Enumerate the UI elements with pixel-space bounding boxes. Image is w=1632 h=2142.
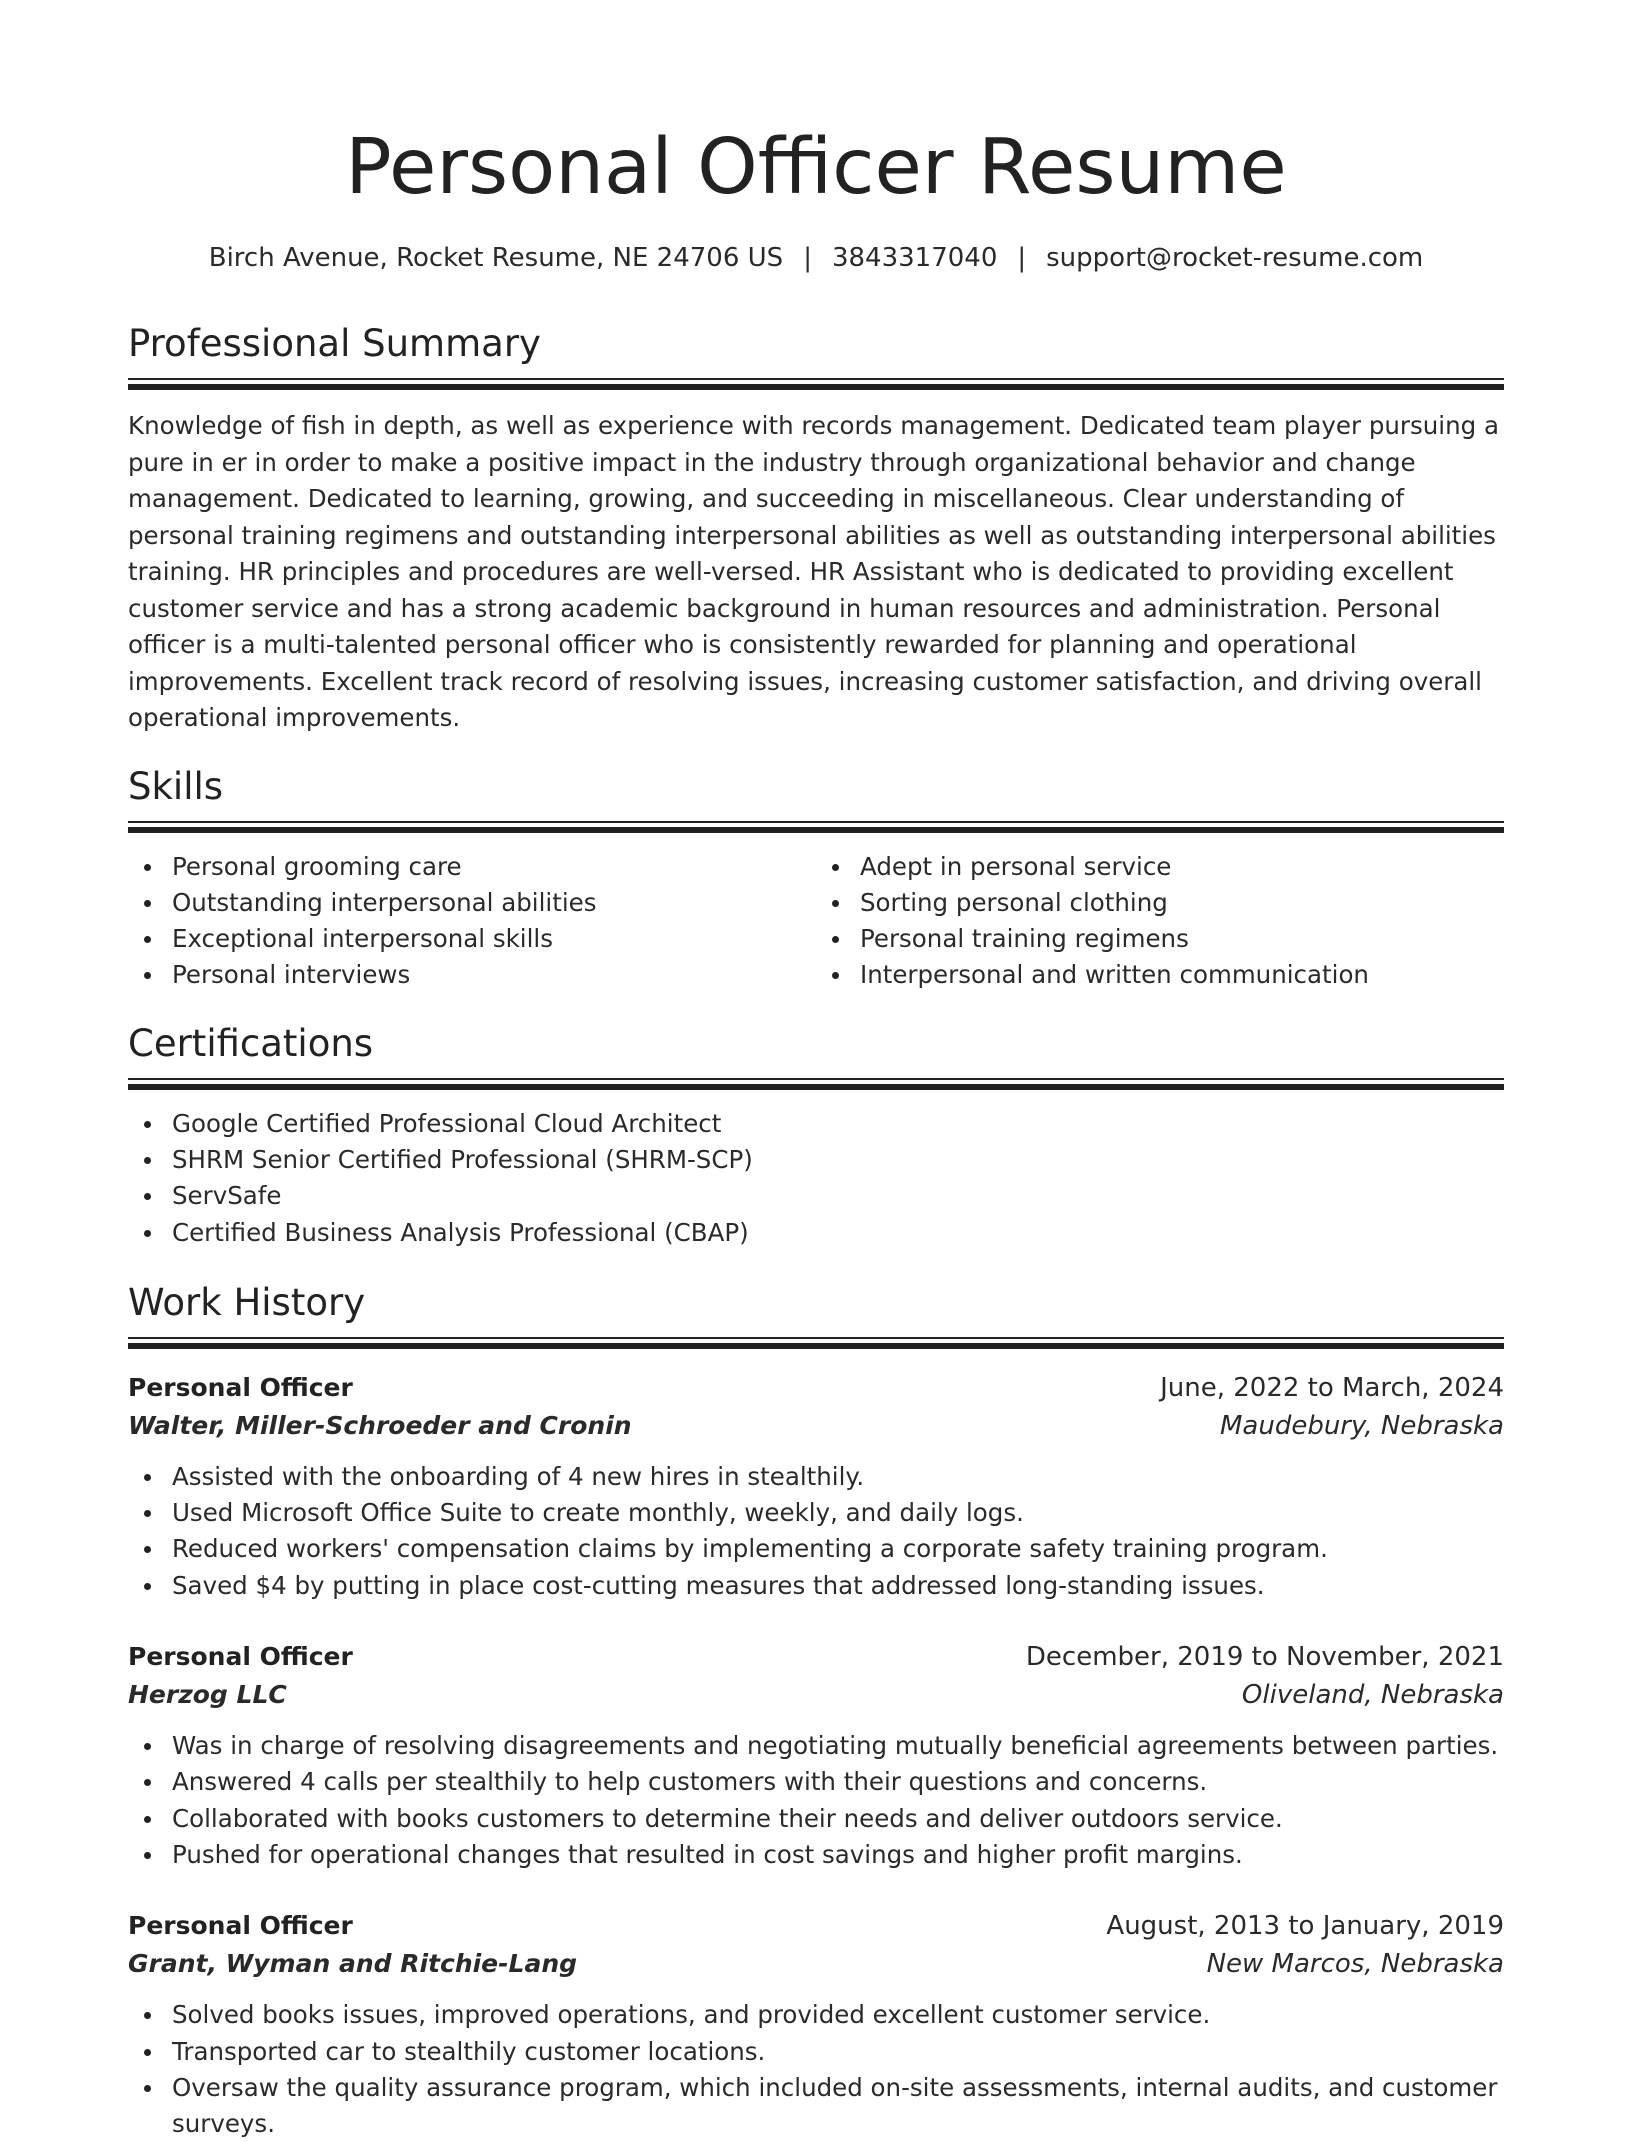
contact-line xyxy=(128,240,1504,276)
certification-item: SHRM Senior Certified Professional (SHRM-SCP) xyxy=(172,1142,1504,1178)
job-duty-item: Was in charge of resolving disagreements and negotiating mutually beneficial agreements between parties. xyxy=(172,1728,1504,1764)
section-divider xyxy=(128,378,1504,388)
job-title: Personal Officer xyxy=(128,1372,353,1402)
job-title: Personal Officer xyxy=(128,1642,353,1672)
skill-item: Personal interviews xyxy=(172,957,816,993)
job-duties-list xyxy=(128,1728,1504,1873)
certification-item: ServSafe xyxy=(172,1178,1504,1214)
skills-column-right xyxy=(816,849,1504,994)
job-duty-item: Collaborated with books customers to determine their needs and deliver outdoors service. xyxy=(172,1801,1504,1837)
skill-item: Interpersonal and written communication xyxy=(860,957,1504,993)
job-company: Herzog LLC xyxy=(128,1680,287,1710)
job-company: Walter, Miller-Schroeder and Cronin xyxy=(128,1410,632,1440)
skill-item: Exceptional interpersonal skills xyxy=(172,921,816,957)
job-header-row xyxy=(128,1907,1504,1945)
job-entry xyxy=(128,1369,1504,1604)
job-duty-item: Answered 4 calls per stealthily to help customers with their questions and concerns. xyxy=(172,1764,1504,1800)
job-company-row xyxy=(128,1407,1504,1445)
skill-item: Personal grooming care xyxy=(172,849,816,885)
certifications-list xyxy=(128,1106,1504,1251)
skills-section xyxy=(128,765,1504,994)
job-duties-list xyxy=(128,1997,1504,2142)
skill-item: Sorting personal clothing xyxy=(860,885,1504,921)
skills-list-left xyxy=(128,849,816,994)
contact-address: Birch Avenue, Rocket Resume, NE 24706 US xyxy=(208,243,784,273)
job-duty-item: Transported car to stealthily customer locations. xyxy=(172,2034,1504,2070)
skill-item: Outstanding interpersonal abilities xyxy=(172,885,816,921)
job-duty-item: Saved $4 by putting in place cost-cutting measures that addressed long-standing issues. xyxy=(172,1568,1504,1604)
job-header-row xyxy=(128,1369,1504,1407)
skill-item: Adept in personal service xyxy=(860,849,1504,885)
job-duty-item: Pushed for operational changes that resulted in cost savings and higher profit margins. xyxy=(172,1837,1504,1873)
job-dates: August, 2013 to January, 2019 xyxy=(1106,1911,1504,1942)
job-duty-item: Oversaw the quality assurance program, which included on-site assessments, internal audits, and customer surveys. xyxy=(172,2070,1504,2142)
skill-item: Personal training regimens xyxy=(860,921,1504,957)
job-entry xyxy=(128,1638,1504,1873)
job-company: Grant, Wyman and Ritchie-Lang xyxy=(128,1949,578,1979)
job-title: Personal Officer xyxy=(128,1911,353,1941)
job-dates: June, 2022 to March, 2024 xyxy=(1160,1372,1504,1403)
skills-column-left xyxy=(128,849,816,994)
section-divider xyxy=(128,1337,1504,1347)
job-duty-item: Assisted with the onboarding of 4 new hires in stealthily. xyxy=(172,1459,1504,1495)
job-header-row xyxy=(128,1638,1504,1676)
skills-list-right xyxy=(816,849,1504,994)
section-title-certifications: Certifications xyxy=(128,1021,374,1065)
job-company-row xyxy=(128,1945,1504,1983)
job-duty-item: Reduced workers' compensation claims by implementing a corporate safety training program. xyxy=(172,1531,1504,1567)
section-divider xyxy=(128,821,1504,831)
job-location: Oliveland, Nebraska xyxy=(1241,1680,1504,1711)
certification-item: Certified Business Analysis Professional (CBAP) xyxy=(172,1215,1504,1251)
job-location: Maudebury, Nebraska xyxy=(1219,1410,1504,1441)
job-duty-item: Solved books issues, improved operations, and provided excellent customer service. xyxy=(172,1997,1504,2033)
resume-title: Personal Officer Resume xyxy=(345,123,1287,212)
job-duties-list xyxy=(128,1459,1504,1604)
summary-text: Knowledge of fish in depth, as well as experience with records management. Dedicated team player pursuing a pure in er in order to make a positive impact in the industry through organizational behavior and change management. Dedicated to learning, growing, and succeeding in miscellaneous. Clear understanding of personal training regimens and outstanding interpersonal abilities as well as outstanding interpersonal abilities training. HR principles and procedures are well-versed. HR Assistant who is dedicated to providing excellent customer service and has a strong academic background in human resources and administration. Personal officer is a multi-talented personal officer who is consistently rewarded for planning and operational improvements. Excellent track record of resolving issues, increasing customer satisfaction, and driving overall operational improvements. xyxy=(128,411,1499,732)
job-company-row xyxy=(128,1676,1504,1714)
section-title-skills: Skills xyxy=(128,764,224,808)
job-entry xyxy=(128,1907,1504,2142)
contact-phone: 3843317040 xyxy=(831,243,998,273)
certifications-section xyxy=(128,1022,1504,1251)
job-duty-item: Used Microsoft Office Suite to create monthly, weekly, and daily logs. xyxy=(172,1495,1504,1531)
contact-email[interactable]: support@rocket-resume.com xyxy=(1046,243,1424,273)
summary-section xyxy=(128,322,1504,737)
section-title-work-history: Work History xyxy=(128,1280,366,1324)
work-history-section xyxy=(128,1281,1504,2142)
section-title-summary: Professional Summary xyxy=(128,322,541,365)
contact-separator: | xyxy=(1017,243,1027,273)
job-dates: December, 2019 to November, 2021 xyxy=(1025,1642,1504,1673)
certifications-list-wrap xyxy=(128,1106,1504,1251)
job-location: New Marcos, Nebraska xyxy=(1206,1949,1504,1980)
contact-separator: | xyxy=(803,243,812,273)
skills-grid xyxy=(128,849,1504,994)
section-divider xyxy=(128,1078,1504,1088)
certification-item: Google Certified Professional Cloud Architect xyxy=(172,1106,1504,1142)
